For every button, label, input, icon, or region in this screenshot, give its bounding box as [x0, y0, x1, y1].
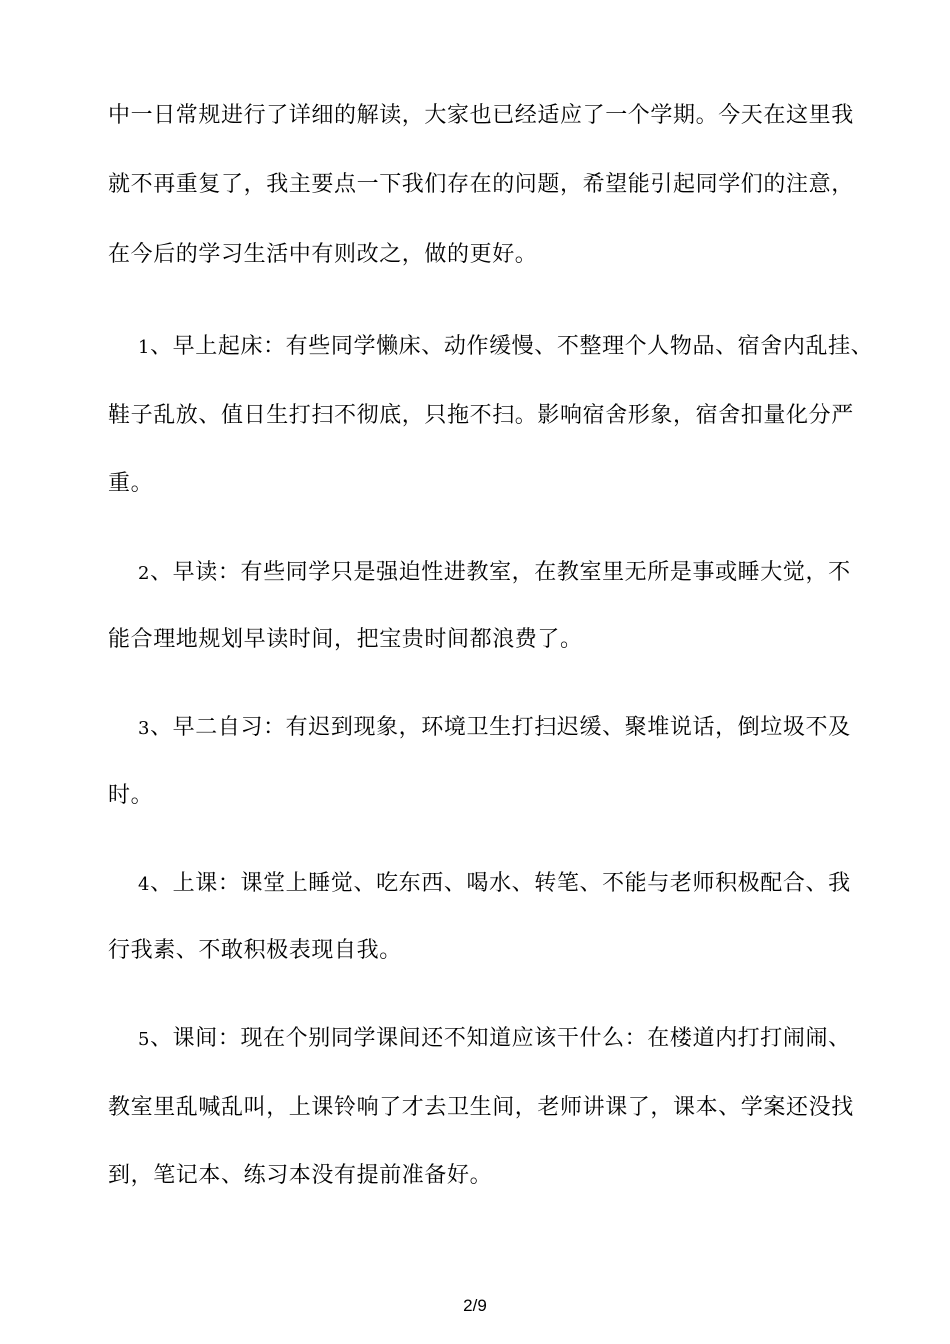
item-1-text: 、早上起床：有些同学懒床、动作缓慢、不整理个人物品、宿舍内乱挂、: [150, 334, 874, 359]
item-2-line-2: 能合理地规划早读时间，把宝贵时间都浪费了。: [108, 627, 583, 652]
item-5-line-1: [138, 1024, 851, 1055]
item-1-line-1: [138, 332, 873, 363]
item-5-text: 、课间：现在个别同学课间还不知道应该干什么：在楼道内打打闹闹、: [150, 1026, 851, 1051]
item-4-line-2: 行我素、不敢积极表现自我。: [108, 938, 402, 963]
item-2-line-1: [138, 558, 851, 589]
item-4-line-1: [138, 869, 851, 900]
intro-line-3: 在今后的学习生活中有则改之，做的更好。: [108, 242, 538, 267]
item-4-text: 、上课：课堂上睡觉、吃东西、喝水、转笔、不能与老师积极配合、我: [150, 871, 851, 896]
item-3-text: 、早二自习：有迟到现象，环境卫生打扫迟缓、聚堆说话，倒垃圾不及: [150, 715, 851, 740]
item-5-number: 5: [138, 1029, 151, 1050]
item-5-line-3: 到，笔记本、练习本没有提前准备好。: [108, 1163, 493, 1188]
item-3-line-2: 时。: [108, 783, 154, 808]
page-number: 2/9: [463, 1296, 487, 1315]
item-1-line-2: 鞋子乱放、值日生打扫不彻底，只拖不扫。影响宿舍形象，宿舍扣量化分严: [108, 403, 854, 428]
item-3-line-1: [138, 713, 851, 744]
item-5-line-2: 教室里乱喊乱叫，上课铃响了才去卫生间，老师讲课了，课本、学案还没找: [108, 1095, 854, 1120]
intro-line-1: 中一日常规进行了详细的解读，大家也已经适应了一个学期。今天在这里我: [108, 103, 854, 128]
item-1-number: 1: [138, 337, 151, 358]
item-1-line-3: 重。: [108, 471, 154, 496]
item-2-number: 2: [138, 563, 151, 584]
intro-line-2: 就不再重复了，我主要点一下我们存在的问题，希望能引起同学们的注意，: [108, 172, 854, 197]
item-4-number: 4: [138, 874, 151, 895]
item-2-text: 、早读：有些同学只是强迫性进教室，在教室里无所是事或睡大觉，不: [150, 560, 851, 585]
item-3-number: 3: [138, 718, 151, 739]
